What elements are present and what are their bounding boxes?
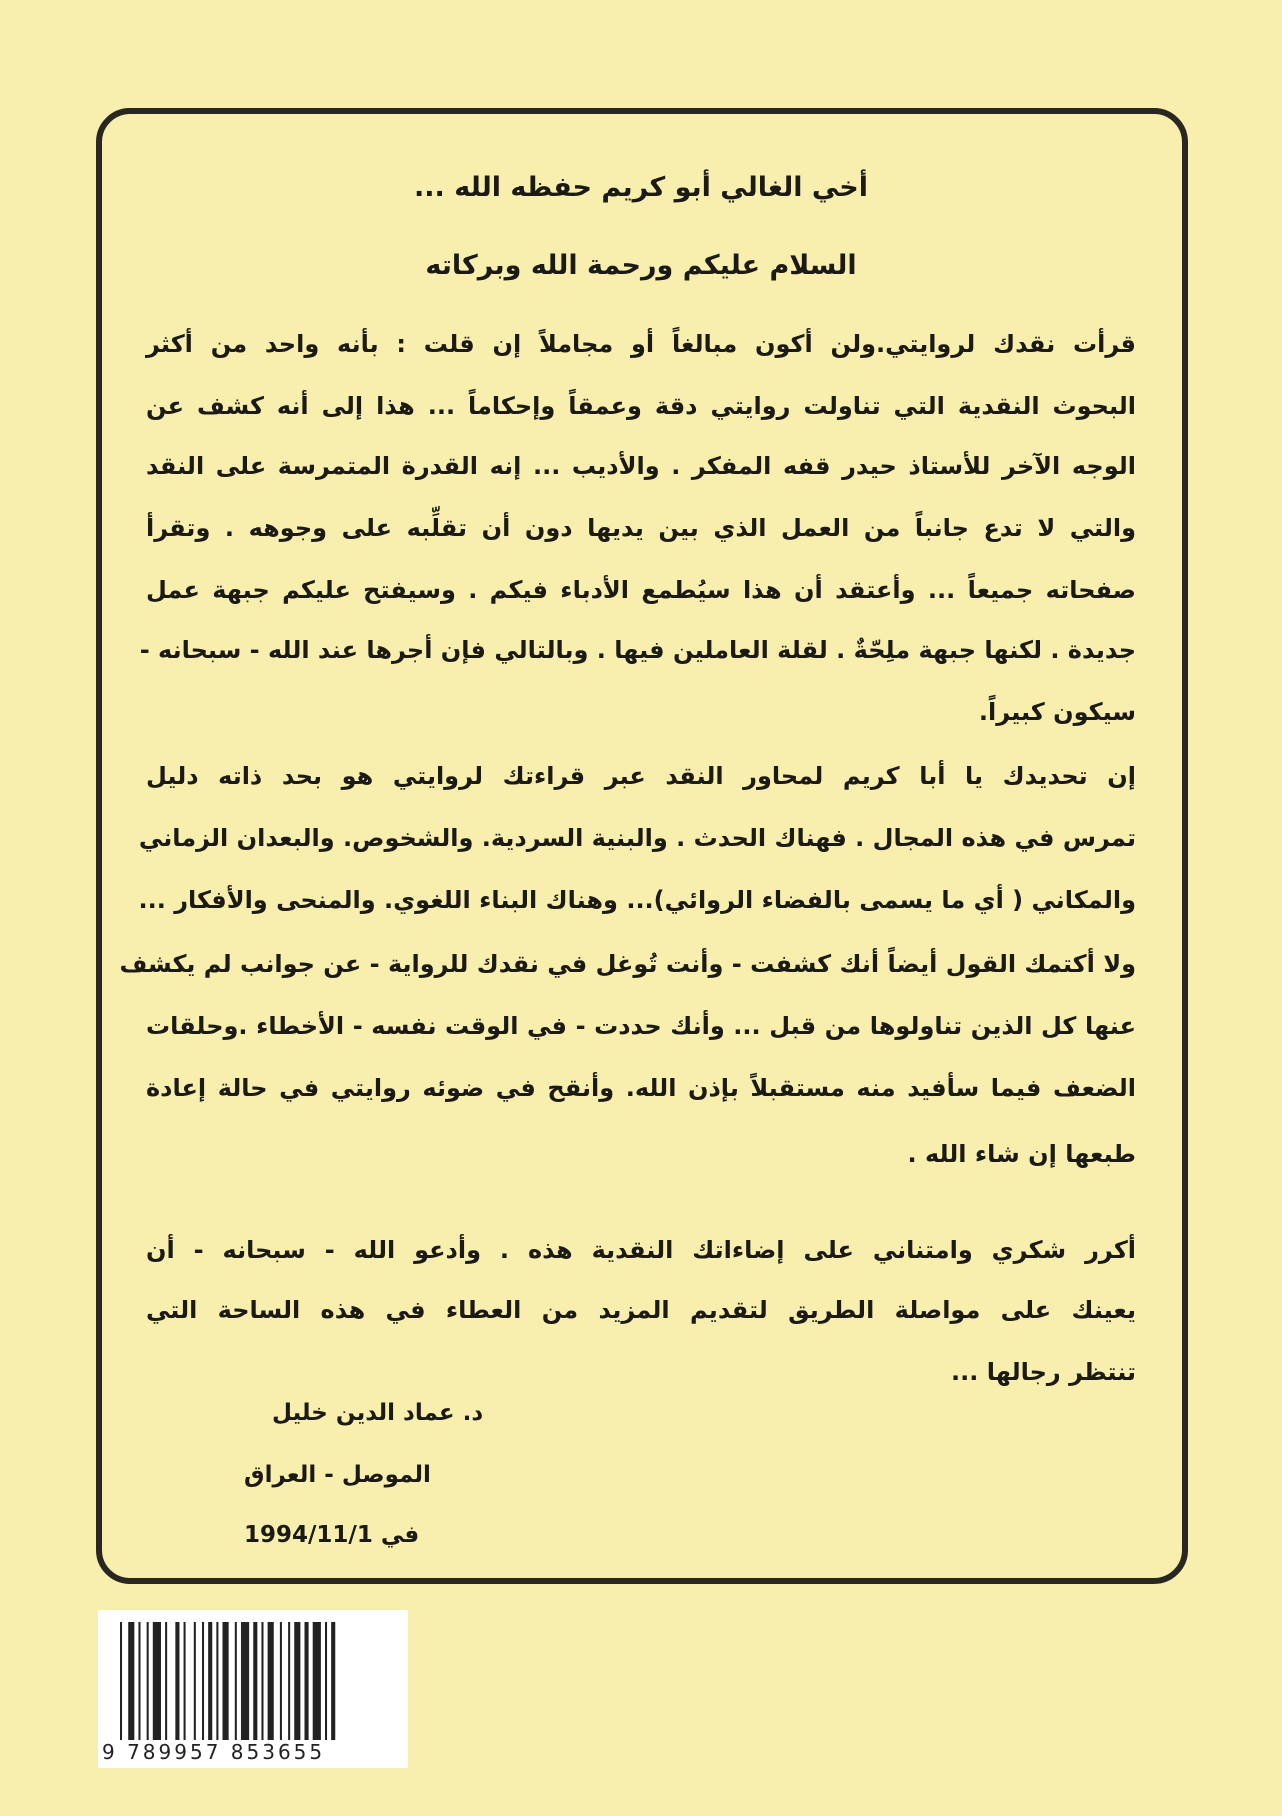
letter-line: يعينك على مواصلة الطريق لتقديم المزيد من العطاء في هذه الساحة التي [146,1296,1136,1324]
letter-line: إن تحديدك يا أبا كريم لمحاور النقد عبر قراءتك لروايتي هو بحد ذاته دليل [146,762,1136,790]
barcode-bar [261,1622,263,1740]
barcode-bar [313,1622,321,1740]
isbn-barcode [98,1610,408,1768]
barcode-bar [253,1622,257,1740]
barcode-digits: 9 789957 853655 [102,1740,326,1764]
letter-line: تنتظر رجالها ... [951,1358,1136,1386]
barcode-bar [294,1622,300,1740]
barcode-bar [280,1622,282,1740]
signature-place: الموصل - العراق [244,1462,431,1488]
letter-line: قرأت نقدك لروايتي.ولن أكون مبالغاً أو مجاملاً إن قلت : بأنه واحد من أكثر [146,330,1136,358]
letter-line: جديدة . لكنها جبهة ملِحّةٌ . لقلة العاملين فيها . وبالتالي فإن أجرها عند الله - سبحانه - [139,636,1136,664]
letter-line: سيكون كبيراً. [978,698,1136,726]
letter-line: عنها كل الذين تناولوها من قبل ... وأنك حددت - في الوقت نفسه - الأخطاء .وحلقات [146,1012,1136,1040]
barcode-bar [268,1622,274,1740]
letter-line: الضعف فيما سأفيد منه مستقبلاً بإذن الله. وأنقح في ضوئه روايتي في حالة إعادة [146,1074,1136,1102]
barcode-bar [128,1622,134,1740]
barcode-bar [216,1622,218,1740]
barcode-bar [305,1622,309,1740]
barcode-bar [153,1622,161,1740]
letter-line: البحوث النقدية التي تناولت روايتي دقة وعمقاً وإحكاماً ... هذا إلى أنه كشف عن [146,392,1136,420]
barcode-bar [235,1622,237,1740]
letter-line: أكرر شكري وامتناني على إضاءاتك النقدية هذه . وأدعو الله - سبحانه - أن [146,1236,1136,1264]
letter-line: طبعها إن شاء الله . [907,1140,1136,1168]
letter-line: صفحاته جميعاً ... وأعتقد أن هذا سيُطمع الأدباء فيكم . وسيفتح عليكم جبهة عمل [146,576,1136,604]
barcode-bar [325,1622,327,1740]
signature-date: في 1994/11/1 [244,1522,420,1548]
barcode-bar [288,1622,290,1740]
barcode-bar [331,1622,335,1740]
barcode-bar [208,1622,212,1740]
barcode-bar [175,1622,179,1740]
letter-line: الوجه الآخر للأستاذ حيدر قفه المفكر . والأديب ... إنه القدرة المتمرسة على النقد [146,452,1136,480]
barcode-bar [241,1622,249,1740]
letter-line: تمرس في هذه المجال . فهناك الحدث . والبنية السردية. والشخوص. والبعدان الزماني [138,824,1136,852]
letter-salutation: السلام عليكم ورحمة الله وبركاته [425,250,857,281]
letter-line: والتي لا تدع جانباً من العمل الذي بين يديها دون أن تقلِّبه على وجوهه . وتقرأ [146,514,1136,542]
barcode-bar [120,1622,122,1740]
barcode-bar [138,1622,140,1740]
barcode-bar [194,1622,196,1740]
barcode-bar [165,1622,167,1740]
letter-line: والمكاني ( أي ما يسمى بالفضاء الروائي)... وهناك البناء اللغوي. والمنحى والأفكار ... [138,886,1136,914]
barcode-bar [147,1622,149,1740]
barcode-bar [202,1622,204,1740]
barcode-bar [223,1622,229,1740]
letter-greeting: أخي الغالي أبو كريم حفظه الله ... [414,172,868,203]
letter-line: ولا أكتمك القول أيضاً أنك كشفت - وأنت تُوغل في نقدك للرواية - عن جوانب لم يكشف [119,950,1136,978]
barcode-bars [120,1622,386,1740]
barcode-bar [184,1622,186,1740]
signature-name: د. عماد الدين خليل [272,1400,484,1426]
